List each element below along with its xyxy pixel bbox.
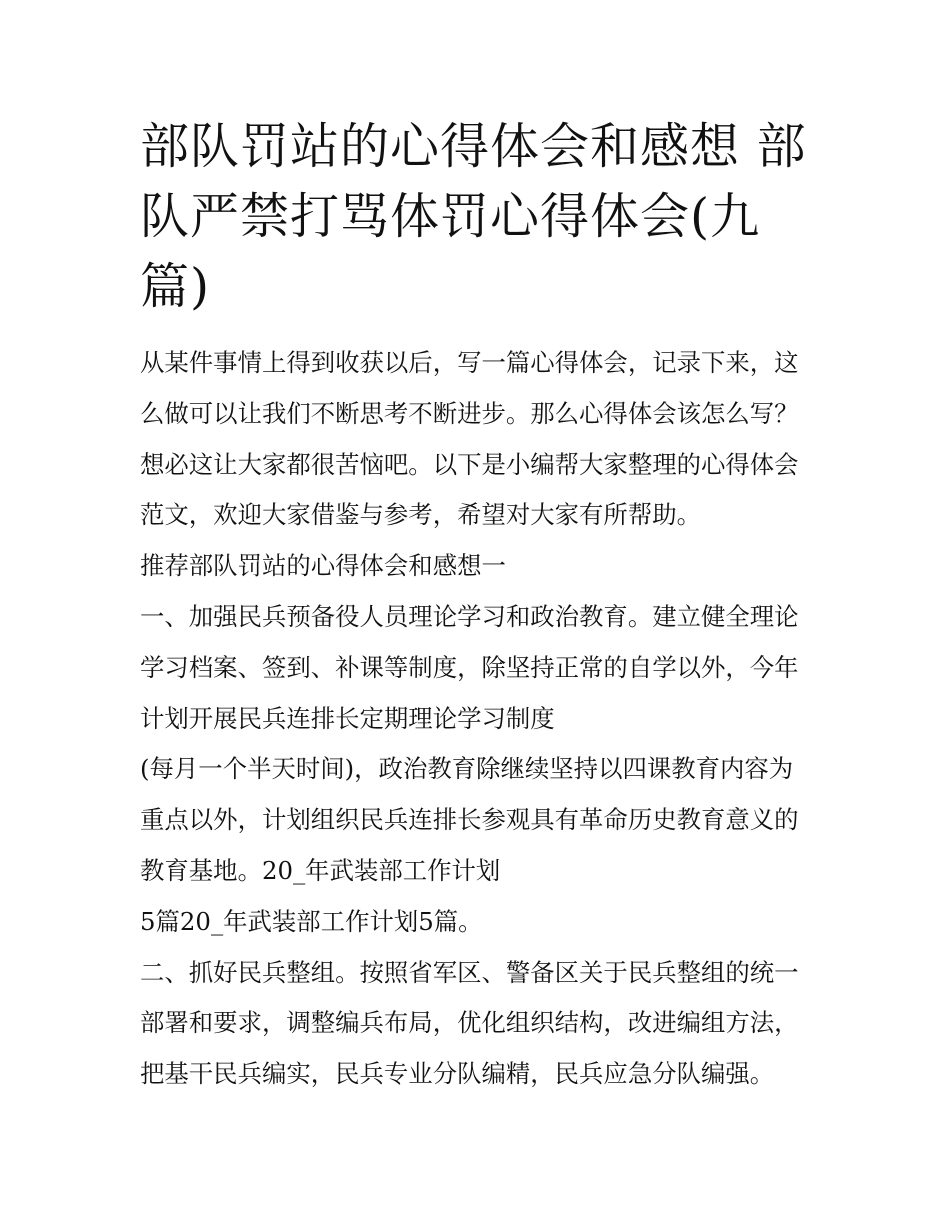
body-line-15: 把基干民兵编实，民兵专业分队编精，民兵应急分队编强。 [140,1059,775,1089]
body-line-10: 重点以外，计划组织民兵连排长参观具有革命历史教育意义的 [140,805,799,835]
title-line-2: 队严禁打骂体罚心得体会(九 [140,188,761,245]
body-line-7: 学习档案、签到、补课等制度，除坚持正常的自学以外，今年 [140,652,799,682]
document-content [140,112,812,1100]
body-line-2: 么做可以让我们不断思考不断进步。那么心得体会该怎么写？ [140,398,799,428]
body-line-11: 教育基地。20_年武装部工作计划 [140,855,501,885]
section-heading: 推荐部队罚站的心得体会和感想一 [140,551,506,581]
body-line-9: (每月一个半天时间)，政治教育除继续坚持以四课教育内容为 [140,754,794,784]
body-line-14: 部署和要求，调整编兵布局，优化组织结构，改进编组方法， [140,1008,799,1038]
document-body [140,338,812,1100]
title-line-3: 篇) [140,258,211,315]
title-line-1: 部队罚站的心得体会和感想 部 [140,118,807,175]
body-line-6: 一、加强民兵预备役人员理论学习和政治教育。建立健全理论 [140,601,799,631]
body-line-3: 想必这让大家都很苦恼吧。以下是小编帮大家整理的心得体会 [140,449,799,479]
body-line-4: 范文，欢迎大家借鉴与参考，希望对大家有所帮助。 [140,500,701,530]
document-title [140,112,812,322]
body-line-12: 5篇20_年武装部工作计划5篇。 [140,906,483,936]
body-line-13: 二、抓好民兵整组。按照省军区、警备区关于民兵整组的统一 [140,957,799,987]
body-line-8: 计划开展民兵连排长定期理论学习制度 [140,703,555,733]
body-line-1: 从某件事情上得到收获以后，写一篇心得体会，记录下来，这 [140,348,799,377]
